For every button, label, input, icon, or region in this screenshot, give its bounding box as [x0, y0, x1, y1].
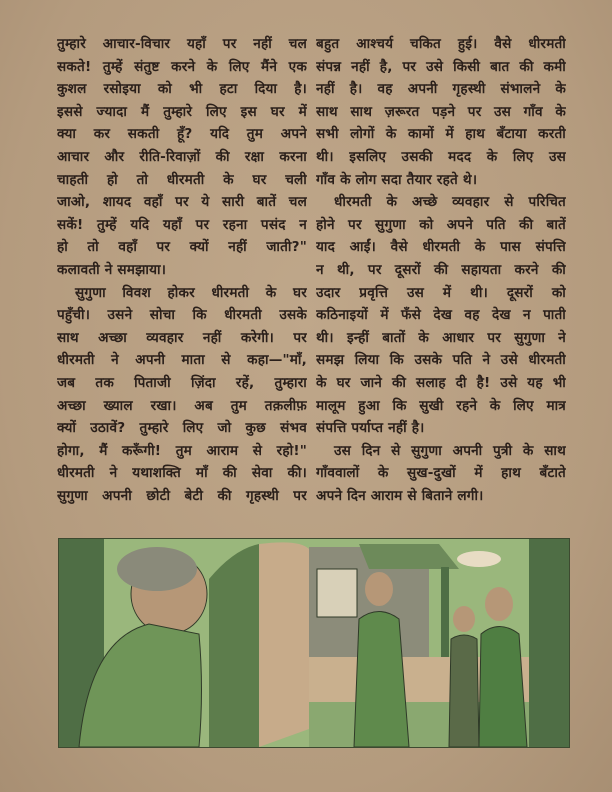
text-line: थी। इन्हीं बातों के आधार पर सुगुणा ने	[316, 329, 566, 346]
story-illustration	[58, 538, 570, 748]
girl-figure	[449, 635, 479, 747]
text-line: मालूम हुआ कि सुखी रहने के लिए मात्र	[316, 397, 566, 414]
text-line: सुगुणा अपनी छोटी बेटी की गृहस्थी पर	[57, 487, 307, 504]
text-line: इससे ज्यादा मैं तुम्हारे लिए इस घर में	[57, 103, 307, 120]
text-line: आचार और रीति-रिवाज़ों की रक्षा करना	[57, 148, 307, 165]
text-line: साथ अच्छा व्यवहार नहीं करेगी। पर	[57, 329, 307, 346]
text-line: हो तो वहाँ पर क्यों नहीं जाती?"	[57, 239, 307, 256]
text-line: अच्छा ख्याल रखा। अब तुम तक़लीफ़	[57, 397, 307, 414]
pillar	[441, 567, 449, 667]
text-line: कठिनाइयों में फँसे देख वह देख न पाती	[316, 307, 566, 324]
right-text-column	[316, 33, 566, 507]
text-line: गाँववालों के सुख-दुखों में हाथ बँटाते	[316, 465, 566, 482]
paragraph-start: सुगुणा विवश होकर धीरमती के घर	[75, 284, 307, 301]
text-line: पहुँची। उसने सोचा कि धीरमती उसके	[57, 307, 307, 324]
text-line: उदार प्रवृत्ति उस में थी। दूसरों को	[316, 284, 566, 301]
text-line: कलावती ने समझाया।	[57, 261, 167, 278]
woman-head	[485, 587, 513, 621]
text-line: जाओ, शायद वहाँ पर ये सारी बातें चल	[57, 194, 307, 211]
text-line: संपत्ति पर्याप्त नहीं है।	[316, 420, 425, 437]
text-line: साथ साथ ज़रूरत पड़ने पर उस गाँव के	[316, 103, 566, 120]
woman-head	[365, 572, 393, 606]
text-line: न थी, पर दूसरों की सहायता करने की	[316, 261, 566, 278]
text-line: बहुत आश्चर्य चकित हुई। वैसे धीरमती	[316, 36, 566, 52]
woman-figure	[479, 627, 527, 748]
paragraph-start: उस दिन से सुगुणा अपनी पुत्री के साथ	[334, 442, 566, 459]
old-woman-hair	[117, 547, 197, 591]
text-line: सकें! तुम्हें यदि यहाँ पर रहना पसंद न	[57, 216, 307, 233]
text-line: याद आईं। वैसे धीरमती के पास संपत्ति	[316, 239, 566, 256]
text-line: धीरमती ने अपनी माता से कहा—"माँ,	[57, 352, 307, 369]
text-line: संपन्न नहीं है, पर उसे किसी बात की कमी	[316, 58, 566, 75]
text-line: सभी लोगों के कामों में हाथ बँटाया करती	[316, 126, 566, 143]
window	[317, 569, 357, 617]
text-line: थी। इसलिए उसकी मदद के लिए उस	[316, 148, 566, 165]
text-line: होगा, मैं करूँगी! तुम आराम से रहो!"	[57, 442, 307, 459]
arch-inner-wall	[259, 542, 309, 747]
text-line: सकते! तुम्हें संतुष्ट करने के लिए मैंने एक	[57, 58, 307, 75]
text-line: अपने दिन आराम से बिताने लगी।	[316, 487, 484, 504]
text-line: नहीं है। वह अपनी गृहस्थी संभालने के	[316, 81, 566, 98]
girl-head	[453, 606, 475, 632]
text-line: क्यों उठावें? तुम्हारे लिए जो कुछ संभव	[57, 420, 307, 437]
right-wall	[529, 539, 569, 747]
text-line: तुम्हारे आचार-विचार यहाँ पर नहीं चल	[57, 36, 307, 52]
text-line: कुशल रसोइया को भी हटा दिया है।	[57, 81, 307, 98]
text-line: चाहती हो तो धीरमती के घर चली	[57, 171, 307, 188]
text-line: के घर जाने की सलाह दी है! उसे यह भी	[316, 374, 566, 391]
left-text-column	[57, 33, 307, 507]
text-line: धीरमती ने यथाशक्ति माँ की सेवा की।	[57, 465, 307, 482]
paragraph-start: धीरमती के अच्छे व्यवहार से परिचित	[334, 194, 566, 211]
arch-shading	[209, 544, 259, 747]
text-line: जब तक पिताजी ज़िंदा रहें, तुम्हारा	[57, 374, 307, 391]
cloud	[457, 551, 501, 567]
text-line: गाँव के लोग सदा तैयार रहते थे।	[316, 171, 478, 188]
text-line: समझ लिया कि उसके पति ने उसे धीरमती	[316, 352, 566, 369]
text-line: क्या कर सकती हूँ? यदि तुम अपने	[57, 126, 307, 143]
text-line: होने पर सुगुणा को अपने पति की बातें	[316, 216, 566, 233]
